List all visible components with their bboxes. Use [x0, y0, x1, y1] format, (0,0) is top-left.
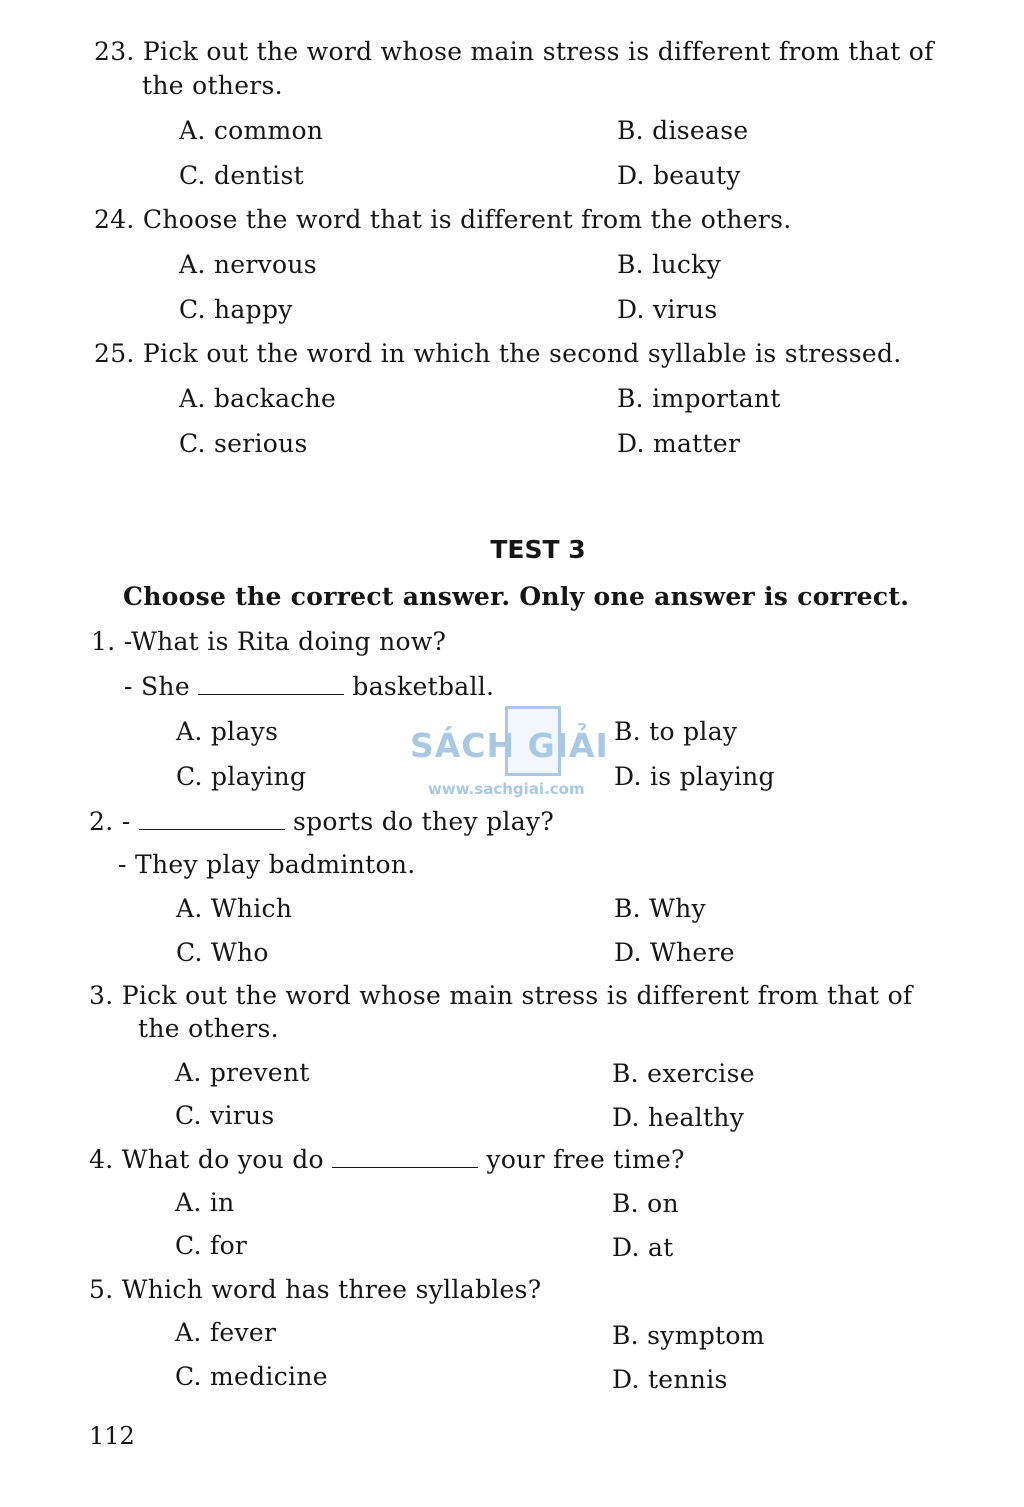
question-prefix: - — [121, 807, 131, 836]
option-a: A. prevent — [175, 1058, 310, 1087]
option-d: D. is playing — [614, 762, 775, 791]
test-instruction: Choose the correct answer. Only one answer is correct. — [123, 582, 910, 611]
question-1-answer-line — [124, 671, 494, 703]
option-d: D. beauty — [617, 161, 741, 190]
question-text-continued: the others. — [138, 1014, 279, 1043]
question-text: Pick out the word whose main stress is different from that of — [121, 981, 913, 1010]
question-2-response: - They play badminton. — [118, 850, 416, 879]
option-d: D. tennis — [612, 1365, 728, 1394]
option-c: C. dentist — [179, 161, 304, 190]
question-5 — [89, 1274, 542, 1306]
question-number: 1. — [91, 627, 116, 656]
option-d: D. healthy — [612, 1103, 745, 1132]
option-a: A. in — [175, 1188, 235, 1217]
option-b: B. important — [617, 384, 781, 413]
question-text: Pick out the word in which the second syllable is stressed. — [142, 339, 902, 368]
answer-blank — [332, 1147, 478, 1168]
question-number: 4. — [89, 1145, 114, 1174]
question-text: Pick out the word whose main stress is different from that of — [142, 37, 934, 66]
question-text: sports do they play? — [292, 807, 555, 836]
question-number: 3. — [89, 981, 114, 1010]
option-b: B. on — [612, 1189, 679, 1218]
watermark-logo: SÁCH GIẢI — [410, 726, 609, 765]
option-a: A. nervous — [179, 250, 317, 279]
answer-prefix: - She — [124, 672, 190, 701]
question-number: 25. — [94, 339, 135, 368]
option-c: C. serious — [179, 429, 308, 458]
option-b: B. symptom — [612, 1321, 765, 1350]
option-b: B. to play — [614, 717, 738, 746]
answer-suffix: basketball. — [352, 672, 495, 701]
option-a: A. Which — [176, 894, 293, 923]
watermark-url: www.sachgiai.com — [428, 780, 585, 798]
option-c: C. playing — [176, 762, 307, 791]
watermark — [410, 700, 620, 800]
option-b: B. lucky — [617, 250, 722, 279]
option-c: C. for — [175, 1231, 248, 1260]
question-3 — [89, 980, 912, 1012]
option-a: A. backache — [179, 384, 337, 413]
option-a: A. fever — [175, 1318, 277, 1347]
question-number: 2. — [89, 807, 114, 836]
option-d: D. at — [612, 1233, 674, 1262]
option-d: D. matter — [617, 429, 741, 458]
question-text: -What is Rita doing now? — [123, 627, 447, 656]
page-number: 112 — [89, 1422, 135, 1450]
question-4 — [89, 1144, 685, 1176]
option-b: B. disease — [617, 116, 749, 145]
option-c: C. Who — [176, 938, 269, 967]
question-text: your free time? — [486, 1145, 685, 1174]
question-2 — [89, 806, 554, 838]
question-1 — [91, 626, 446, 658]
question-24 — [94, 204, 792, 236]
answer-blank — [198, 674, 344, 695]
question-text: Which word has three syllables? — [121, 1275, 542, 1304]
option-b: B. Why — [614, 894, 706, 923]
question-25 — [94, 338, 902, 370]
option-d: D. Where — [614, 938, 735, 967]
question-number: 23. — [94, 37, 135, 66]
question-23 — [94, 36, 934, 68]
answer-blank — [139, 809, 285, 830]
option-c: C. virus — [175, 1101, 275, 1130]
option-c: C. happy — [179, 295, 293, 324]
option-b: B. exercise — [612, 1059, 755, 1088]
question-prefix: What do you do — [121, 1145, 324, 1174]
question-text: Choose the word that is different from the others. — [142, 205, 792, 234]
option-a: A. plays — [176, 717, 279, 746]
question-number: 5. — [89, 1275, 114, 1304]
test-title: TEST 3 — [490, 535, 586, 564]
option-a: A. common — [179, 116, 324, 145]
question-text-continued: the others. — [142, 71, 283, 100]
question-number: 24. — [94, 205, 135, 234]
option-d: D. virus — [617, 295, 718, 324]
option-c: C. medicine — [175, 1362, 328, 1391]
